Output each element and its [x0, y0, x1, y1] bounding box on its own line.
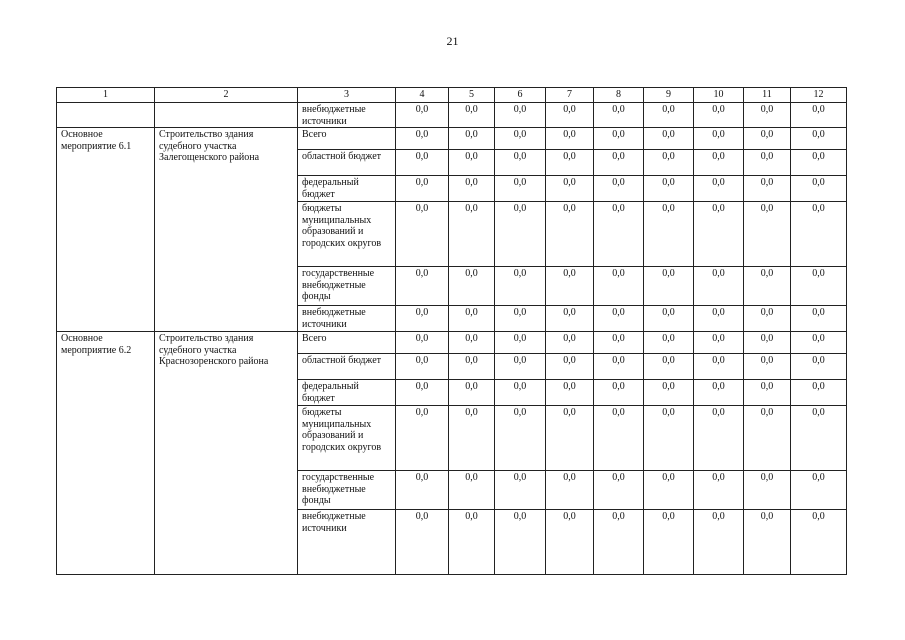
value-cell: 0,0	[644, 471, 694, 510]
value-cell: 0,0	[644, 406, 694, 471]
funding-source: областной бюджет	[298, 150, 396, 176]
value-cell: 0,0	[594, 202, 644, 267]
value-cell: 0,0	[791, 380, 847, 406]
value-cell: 0,0	[546, 354, 594, 380]
value-cell: 0,0	[791, 150, 847, 176]
value-cell: 0,0	[495, 332, 546, 354]
funding-source: бюджеты муниципальных образований и городских округов	[298, 202, 396, 267]
event-title: Строительство здания судебного участка Залегощенского района	[155, 128, 298, 332]
value-cell: 0,0	[396, 354, 449, 380]
value-cell: 0,0	[546, 103, 594, 128]
value-cell: 0,0	[594, 471, 644, 510]
value-cell: 0,0	[495, 202, 546, 267]
value-cell: 0,0	[694, 471, 744, 510]
value-cell: 0,0	[791, 354, 847, 380]
event-name: Основное мероприятие 6.1	[57, 128, 155, 332]
funding-source: внебюджетные источники	[298, 103, 396, 128]
value-cell: 0,0	[594, 128, 644, 150]
value-cell: 0,0	[644, 267, 694, 306]
value-cell: 0,0	[546, 510, 594, 575]
column-number: 3	[298, 88, 396, 103]
value-cell: 0,0	[594, 176, 644, 202]
value-cell: 0,0	[744, 306, 791, 332]
value-cell: 0,0	[396, 406, 449, 471]
value-cell: 0,0	[546, 267, 594, 306]
column-number: 7	[546, 88, 594, 103]
value-cell: 0,0	[744, 150, 791, 176]
value-cell: 0,0	[594, 406, 644, 471]
value-cell: 0,0	[495, 128, 546, 150]
value-cell: 0,0	[449, 176, 495, 202]
page-number: 21	[446, 34, 459, 48]
column-number: 6	[495, 88, 546, 103]
value-cell: 0,0	[791, 332, 847, 354]
value-cell: 0,0	[594, 354, 644, 380]
column-number: 5	[449, 88, 495, 103]
value-cell: 0,0	[694, 202, 744, 267]
value-cell: 0,0	[546, 471, 594, 510]
value-cell: 0,0	[495, 471, 546, 510]
value-cell: 0,0	[495, 267, 546, 306]
value-cell: 0,0	[694, 332, 744, 354]
value-cell: 0,0	[546, 176, 594, 202]
value-cell: 0,0	[495, 103, 546, 128]
value-cell: 0,0	[791, 128, 847, 150]
value-cell: 0,0	[744, 267, 791, 306]
value-cell: 0,0	[694, 306, 744, 332]
value-cell: 0,0	[791, 267, 847, 306]
value-cell: 0,0	[744, 380, 791, 406]
table-row	[57, 103, 847, 128]
column-number: 1	[57, 88, 155, 103]
column-number: 2	[155, 88, 298, 103]
value-cell: 0,0	[744, 406, 791, 471]
value-cell: 0,0	[644, 354, 694, 380]
value-cell: 0,0	[546, 380, 594, 406]
value-cell: 0,0	[396, 267, 449, 306]
value-cell: 0,0	[449, 471, 495, 510]
value-cell: 0,0	[744, 128, 791, 150]
value-cell: 0,0	[449, 380, 495, 406]
column-number: 9	[644, 88, 694, 103]
value-cell: 0,0	[694, 128, 744, 150]
funding-source: областной бюджет	[298, 354, 396, 380]
value-cell: 0,0	[396, 176, 449, 202]
value-cell: 0,0	[744, 332, 791, 354]
value-cell: 0,0	[644, 306, 694, 332]
value-cell: 0,0	[449, 406, 495, 471]
value-cell: 0,0	[594, 150, 644, 176]
value-cell: 0,0	[396, 202, 449, 267]
funding-source: Всего	[298, 128, 396, 150]
value-cell: 0,0	[694, 176, 744, 202]
value-cell: 0,0	[791, 202, 847, 267]
value-cell: 0,0	[791, 406, 847, 471]
value-cell: 0,0	[644, 128, 694, 150]
value-cell: 0,0	[694, 354, 744, 380]
value-cell: 0,0	[694, 103, 744, 128]
value-cell: 0,0	[495, 176, 546, 202]
value-cell: 0,0	[791, 510, 847, 575]
value-cell: 0,0	[495, 510, 546, 575]
financing-table	[56, 87, 847, 575]
value-cell: 0,0	[594, 510, 644, 575]
funding-source: государственные внебюджетные фонды	[298, 471, 396, 510]
event-title: Строительство здания судебного участка Краснозоренского района	[155, 332, 298, 575]
value-cell: 0,0	[396, 306, 449, 332]
value-cell: 0,0	[396, 510, 449, 575]
value-cell: 0,0	[449, 150, 495, 176]
column-number: 11	[744, 88, 791, 103]
funding-source: бюджеты муниципальных образований и городских округов	[298, 406, 396, 471]
empty-cell	[155, 103, 298, 128]
value-cell: 0,0	[449, 103, 495, 128]
value-cell: 0,0	[744, 471, 791, 510]
value-cell: 0,0	[495, 306, 546, 332]
value-cell: 0,0	[495, 354, 546, 380]
value-cell: 0,0	[644, 103, 694, 128]
value-cell: 0,0	[449, 510, 495, 575]
value-cell: 0,0	[694, 380, 744, 406]
value-cell: 0,0	[594, 267, 644, 306]
value-cell: 0,0	[694, 406, 744, 471]
value-cell: 0,0	[791, 103, 847, 128]
value-cell: 0,0	[396, 471, 449, 510]
value-cell: 0,0	[791, 306, 847, 332]
value-cell: 0,0	[644, 176, 694, 202]
value-cell: 0,0	[594, 380, 644, 406]
value-cell: 0,0	[396, 128, 449, 150]
value-cell: 0,0	[449, 306, 495, 332]
value-cell: 0,0	[744, 354, 791, 380]
value-cell: 0,0	[449, 267, 495, 306]
event-name: Основное мероприятие 6.2	[57, 332, 155, 575]
value-cell: 0,0	[644, 332, 694, 354]
value-cell: 0,0	[396, 150, 449, 176]
value-cell: 0,0	[546, 406, 594, 471]
value-cell: 0,0	[594, 332, 644, 354]
value-cell: 0,0	[694, 267, 744, 306]
column-number: 8	[594, 88, 644, 103]
value-cell: 0,0	[396, 103, 449, 128]
empty-cell	[57, 103, 155, 128]
funding-source: государственные внебюджетные фонды	[298, 267, 396, 306]
value-cell: 0,0	[546, 128, 594, 150]
value-cell: 0,0	[546, 306, 594, 332]
value-cell: 0,0	[791, 471, 847, 510]
header-row	[57, 88, 847, 103]
value-cell: 0,0	[644, 202, 694, 267]
funding-source: федеральный бюджет	[298, 380, 396, 406]
value-cell: 0,0	[594, 103, 644, 128]
table-row	[57, 332, 847, 354]
value-cell: 0,0	[744, 176, 791, 202]
funding-source: Всего	[298, 332, 396, 354]
value-cell: 0,0	[546, 150, 594, 176]
value-cell: 0,0	[449, 128, 495, 150]
value-cell: 0,0	[495, 380, 546, 406]
table-row	[57, 128, 847, 150]
value-cell: 0,0	[744, 202, 791, 267]
value-cell: 0,0	[694, 510, 744, 575]
value-cell: 0,0	[449, 202, 495, 267]
column-number: 4	[396, 88, 449, 103]
value-cell: 0,0	[744, 103, 791, 128]
value-cell: 0,0	[791, 176, 847, 202]
column-number: 12	[791, 88, 847, 103]
value-cell: 0,0	[449, 332, 495, 354]
funding-source: внебюджетные источники	[298, 510, 396, 575]
value-cell: 0,0	[546, 202, 594, 267]
value-cell: 0,0	[396, 332, 449, 354]
funding-source: федеральный бюджет	[298, 176, 396, 202]
value-cell: 0,0	[644, 510, 694, 575]
value-cell: 0,0	[449, 354, 495, 380]
value-cell: 0,0	[396, 380, 449, 406]
column-number: 10	[694, 88, 744, 103]
funding-source: внебюджетные источники	[298, 306, 396, 332]
value-cell: 0,0	[644, 380, 694, 406]
value-cell: 0,0	[594, 306, 644, 332]
value-cell: 0,0	[546, 332, 594, 354]
value-cell: 0,0	[744, 510, 791, 575]
value-cell: 0,0	[644, 150, 694, 176]
value-cell: 0,0	[495, 406, 546, 471]
value-cell: 0,0	[694, 150, 744, 176]
value-cell: 0,0	[495, 150, 546, 176]
